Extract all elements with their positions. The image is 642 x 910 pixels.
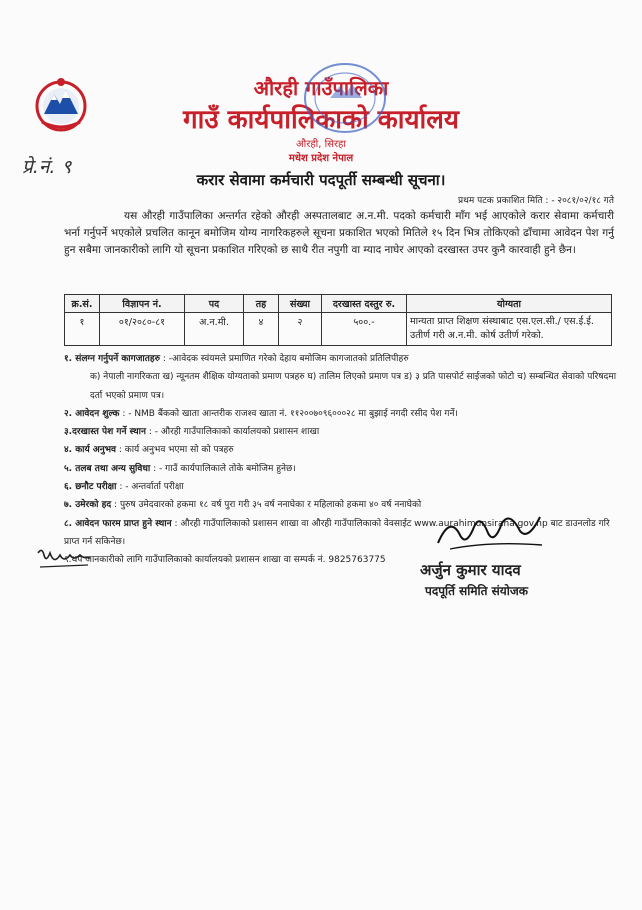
note-item: [64, 460, 619, 478]
note-item: [64, 405, 619, 423]
initials-signature-icon: [34, 545, 94, 575]
cell-ad-no: ०१/२०८०-८१: [100, 313, 185, 346]
notice-title: करार सेवामा कर्मचारी पदपूर्ती सम्बन्धी सूचना।: [196, 171, 446, 189]
cell-count: २: [279, 313, 322, 346]
note-item: [64, 441, 619, 459]
publish-date: प्रथम पटक प्रकाशित मिति : - २०८१/०२/१८ गते: [458, 196, 614, 206]
col-header-post: पद: [185, 295, 244, 313]
note-text: : - गाउँ कार्यपालिकाले तोके बमोजिम हुनेछ।: [153, 463, 296, 474]
note-subitems: क) नेपाली नागरिकता ख) न्यूनतम शैक्षिक योग्यताको प्रमाण पत्रहरु घ) तालिम लिएको प्रमाण पत्र ड) ३ प्रति पासपोर्ट साईजको फोटो च) सम्बन्धित सेवाको परिषदमा दर्ता भएको प्रमाण पत्र।: [90, 372, 617, 401]
note-label: ८. आवेदन फारम प्राप्त हुने स्थान: [64, 518, 172, 529]
cell-level: ४: [244, 313, 279, 346]
note-text: : कार्य अनुभव भएमा सो को पत्रहरु: [118, 445, 234, 456]
col-header-count: संख्या: [279, 295, 322, 313]
table-header-row: [65, 295, 612, 313]
col-header-fee: दरखास्त दस्तुर रु.: [322, 295, 407, 313]
note-item: [64, 350, 619, 368]
col-header-qualification: योग्यता: [407, 295, 612, 313]
table-row: [65, 313, 612, 346]
municipality-name: औरही गाउँपालिका: [253, 76, 389, 100]
note-text: : - औरही गाउँपालिकाको कार्यालयको प्रशासन शाखा: [148, 427, 320, 438]
col-header-level: तह: [244, 295, 279, 313]
note-label: २. आवेदन शुल्क: [64, 408, 120, 419]
note-label: ५. तलब तथा अन्य सुविधा: [64, 463, 151, 474]
coordinator-signature-icon: [430, 505, 550, 555]
cell-fee: ५००.-: [322, 313, 407, 346]
office-province: मधेश प्रदेश नेपाल: [288, 153, 354, 164]
note-label: ६. छनौट परीक्षा: [64, 482, 117, 493]
office-seal-icon: [300, 58, 390, 138]
note-item: [64, 423, 619, 441]
cell-sn: १: [65, 313, 100, 346]
signatory-title: पदपूर्ति समिति संयोजक: [425, 584, 528, 598]
signatory-name: अर्जुन कुमार यादव: [420, 561, 521, 579]
note-text: : पुरुष उमेदवारको हकमा १८ वर्ष पुरा गरी ३५ वर्ष ननाघेका र महिलाको हकमा ४० वर्ष ननाघेको: [114, 500, 422, 511]
note-text: : - NMB बैंकको खाता आन्तरीक राजश्व खाता नं. ११२००७०९६०००२८ मा बुझाई नगदी रसीद पेश गर्ने।: [122, 408, 458, 419]
note-item: ९.थप जानकारीको लागि गाउँपालिकाको कार्यालयको प्रशासन शाखा वा सम्पर्क नं. 9825763775: [64, 555, 386, 566]
note-text: : - अन्तर्वार्ता परीक्षा: [119, 482, 184, 493]
note-item: [64, 478, 619, 496]
office-address: औरही, सिरहा: [296, 139, 346, 150]
cell-qualification: मान्यता प्राप्त शिक्षण संस्थाबाट एस.एल.सी./ एस.ई.ई. उतीर्ण गरी अ.न.मी. कोर्ष उतीर्ण गरेको.: [407, 313, 612, 346]
note-label: १. संलग्न गर्नुपर्ने कागजातहरु: [64, 354, 160, 364]
notice-body: यस औरही गाउँपालिका अन्तर्गत रहेको औरही अस्पतालबाट अ.न.मी. पदको कर्मचारी माँग भई आएकोले करार सेवामा कर्मचारी भर्ना गर्नुपर्ने भएकोले प्रचलित कानून बमोजिम योग्य नागरिकहरुले सूचना प्रकाशित भएको मितिले १५ दिन भित्र तोकिएको ढाँचामा आवेदन पेश गर्नु हुन सबैमा जानकारीको लागि यो सूचना प्रकाशित गरिएको छ साथै रीत नपुगी वा म्याद नाघेर आएको दरखास्त उपर कुनै कारवाही हुने छैन।: [64, 210, 614, 256]
vacancy-table: [64, 294, 612, 346]
reference-number: प्रे.नं. ९: [22, 156, 72, 178]
office-name: गाउँ कार्यपालिकाको कार्यालय: [183, 105, 459, 135]
note-label: ७. उमेरको हद: [64, 500, 112, 511]
cell-post: अ.न.मी.: [185, 313, 244, 346]
note-label: ३.दरखास्त पेश गर्ने स्थान: [64, 427, 146, 438]
col-header-ad-no: विज्ञापन नं.: [100, 295, 185, 313]
note-text: : औरही गाउँपालिकाको प्रशासन शाखा वा औरही गाउँपालिकाको वेवसाईट www.aurahimunsiraha.gov.np बाट डाउनलोड गरि प्राप्त गर्न सकिनेछ।: [64, 518, 610, 547]
note-text: : -आवेदक स्वंयमले प्रमाणित गरेको देहाय बमोजिम कागजातको प्रतिलिपीहरु: [162, 354, 409, 364]
note-label: ४. कार्य अनुभव: [64, 445, 117, 456]
col-header-sn: क्र.सं.: [65, 295, 100, 313]
